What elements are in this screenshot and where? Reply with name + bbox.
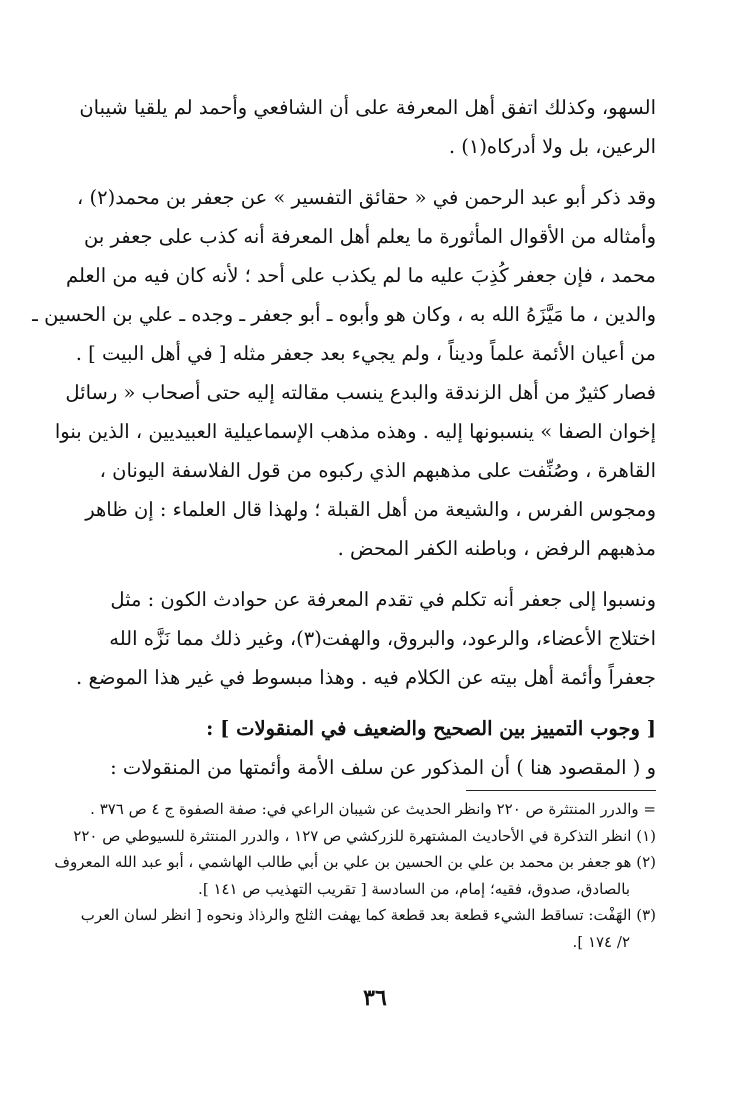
text-line: وأمثاله من الأقوال المأثورة ما يعلم أهل المعرفة أنه كذب على جعفر بن	[84, 225, 656, 248]
footnote-line: (٢) هو جعفر بن محمد بن علي بن الحسين بن علي بن أبي طالب الهاشمي ، أبو عبد الله المعروف	[54, 853, 656, 871]
section-block	[88, 709, 656, 787]
section-heading: [ وجوب التمييز بين الصحيح والضعيف في المنقولات ] :	[206, 717, 656, 740]
paragraph-2	[32, 178, 656, 568]
paragraph-3	[76, 580, 656, 697]
page-number: ٣٦	[363, 985, 387, 1011]
text-line: محمد ، فإن جعفر كُذِبَ عليه ما لم يكذب على أحد ؛ لأنه كان فيه من العلم	[65, 264, 656, 287]
paragraph-1	[79, 88, 656, 166]
footnote-line: (١) انظر التذكرة في الأحاديث المشتهرة للزركشي ص ١٢٧ ، والدرر المنتثرة للسيوطي ص ٢٢٠	[73, 826, 656, 845]
text-line: فصار كثيرٌ من أهل الزندقة والبدع ينسب مقالته إليه حتى أصحاب « رسائل	[65, 381, 656, 404]
text-line: ومجوس الفرس ، والشيعة من أهل القبلة ؛ ولهذا قال العلماء : إن ظاهر	[85, 498, 656, 521]
text-line: الرعين، بل ولا أدركاه(١) .	[448, 135, 656, 158]
text-line: إخوان الصفا » ينسبونها إليه . وهذه مذهب الإسماعيلية العبيديين ، الذين بنوا	[54, 420, 656, 443]
text-line: وقد ذكر أبو عبد الرحمن في « حقائق التفسير » عن جعفر بن محمد(٢) ،	[77, 186, 656, 209]
footnote-divider	[466, 790, 656, 791]
text-line: والدين ، ما مَيَّزَهُ الله به ، وكان هو وأبوه ـ أبو جعفر ـ وجده ـ علي بن الحسين ـ	[32, 303, 656, 326]
text-line: اختلاج الأعضاء، والرعود، والبروق، والهفت(٣)، وغير ذلك مما نَزَّه الله	[109, 627, 656, 650]
text-line: ونسبوا إلى جعفر أنه تكلم في تقدم المعرفة عن حوادث الكون : مثل	[110, 588, 656, 611]
text-line: من أعيان الأئمة علماً وديناً ، ولم يجيء بعد جعفر مثله [ في أهل البيت ] .	[75, 342, 656, 365]
text-line: مذهبهم الرفض ، وباطنه الكفر المحض .	[337, 537, 656, 560]
footnote-line: = والدرر المنتثرة ص ٢٢٠ وانظر الحديث عن شيبان الراعي في: صفة الصفوة ج ٤ ص ٣٧٦ .	[90, 800, 656, 818]
footnotes	[54, 796, 656, 955]
text-line: جعفراً وأئمة أهل بيته عن الكلام فيه . وهذا مبسوط في غير هذا الموضع .	[76, 666, 656, 689]
footnote-line: بالصادق، صدوق، فقيه؛ إمام، من السادسة [ تقريب التهذيب ص ١٤١ ].	[198, 879, 630, 898]
footnote-line: (٣) الهَفْت: تساقط الشيء قطعة بعد قطعة كما يهفت الثلج والرذاذ ونحوه [ انظر لسان العرب	[80, 906, 656, 924]
text-line: السهو، وكذلك اتفق أهل المعرفة على أن الشافعي وأحمد لم يلقيا شيبان	[79, 96, 656, 119]
text-line: و ( المقصود هنا ) أن المذكور عن سلف الأمة وأئمتها من المنقولات :	[110, 756, 656, 779]
footnote-line: ٢/ ١٧٤ ].	[572, 932, 630, 951]
text-line: القاهرة ، وصُنِّفت على مذهبهم الذي ركبوه من قول الفلاسفة اليونان ،	[99, 459, 656, 482]
